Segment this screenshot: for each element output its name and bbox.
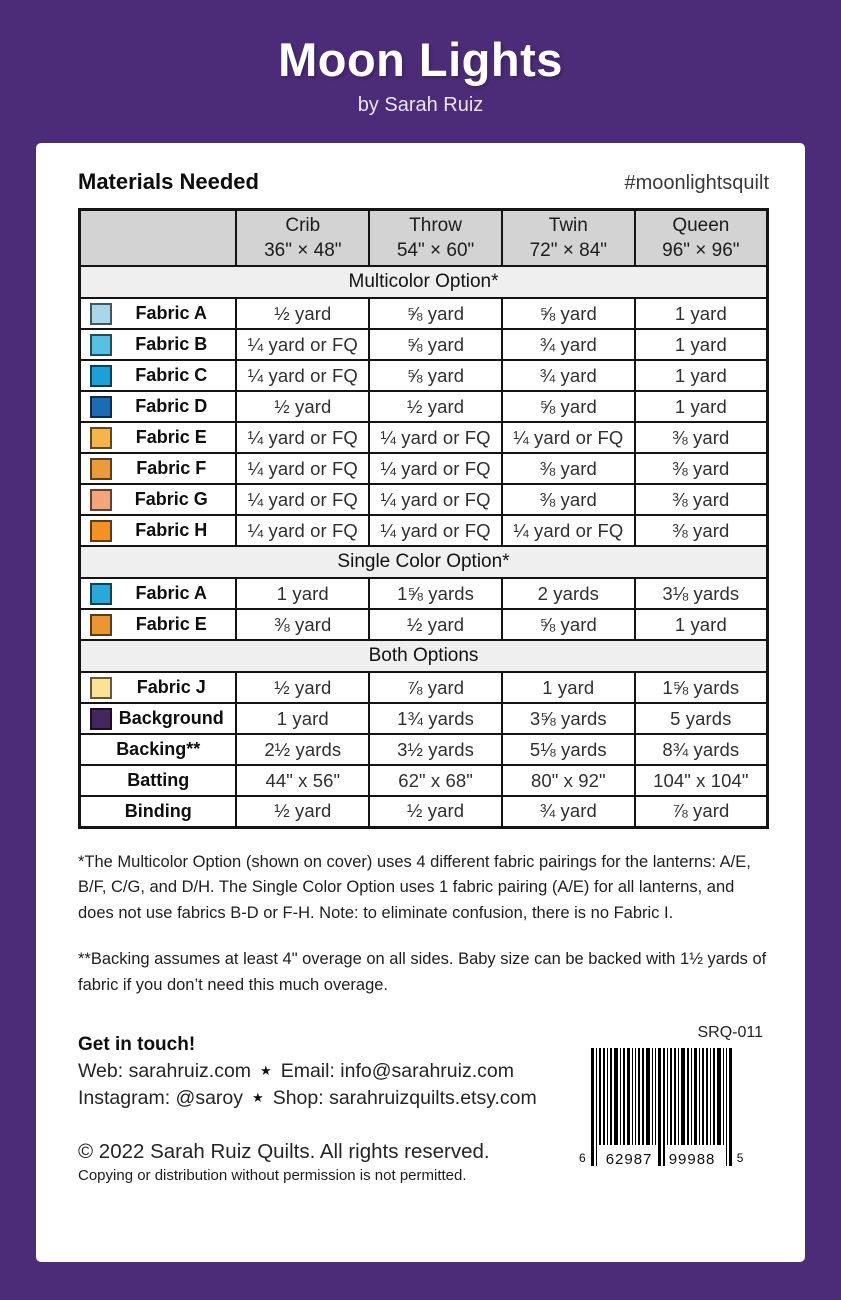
barcode-bar bbox=[702, 1048, 704, 1145]
yardage-cell: 80" x 92" bbox=[502, 765, 635, 796]
yardage-cell: ¼ yard or FQ bbox=[502, 422, 635, 453]
barcode-bar bbox=[652, 1048, 653, 1145]
yardage-cell: 1⅝ yards bbox=[635, 672, 768, 703]
contact-line-2 bbox=[78, 1087, 537, 1110]
section-title: Single Color Option* bbox=[80, 546, 768, 578]
yardage-cell: ⅜ yard bbox=[502, 484, 635, 515]
yardage-cell: ¼ yard or FQ bbox=[236, 360, 369, 391]
fabric-label-cell bbox=[80, 609, 237, 640]
column-header-queen: Queen 96" × 96" bbox=[635, 210, 768, 267]
barcode-bar bbox=[687, 1048, 689, 1145]
fabric-label: Fabric E bbox=[135, 614, 207, 635]
fabric-label-cell bbox=[80, 578, 237, 609]
column-header-crib: Crib 36" × 48" bbox=[236, 210, 369, 267]
column-header-twin: Twin 72" × 84" bbox=[502, 210, 635, 267]
barcode-bar bbox=[599, 1048, 601, 1145]
section-header-row bbox=[80, 266, 768, 298]
permission-text: Copying or distribution without permission is not permitted. bbox=[78, 1167, 467, 1185]
fabric-label-cell bbox=[80, 796, 237, 827]
corner-cell bbox=[80, 210, 237, 267]
barcode-bar bbox=[717, 1048, 721, 1145]
fabric-swatch bbox=[90, 303, 112, 325]
section-title: Multicolor Option* bbox=[80, 266, 768, 298]
column-header-throw: Throw 54" × 60" bbox=[369, 210, 502, 267]
instagram-link[interactable]: Instagram: @saroy bbox=[78, 1087, 244, 1110]
table-row bbox=[80, 484, 768, 515]
section-header-row bbox=[80, 546, 768, 578]
yardage-cell: 5⅛ yards bbox=[502, 734, 635, 765]
footnote-multicolor: *The Multicolor Option (shown on cover) uses 4 different fabric pairings for the lanterns: A/E, B/F, C/G, and D/H. The Single Color Option uses 1 fabric pairing (A/E) for all lanterns, and does not use fabrics B-D or F-H. Note: to eliminate confusion, there is no Fabric I. bbox=[78, 852, 751, 923]
barcode-bar bbox=[607, 1048, 608, 1145]
barcode-bar bbox=[658, 1048, 661, 1166]
fabric-label-cell bbox=[80, 453, 237, 484]
star-icon: ★ bbox=[260, 1063, 272, 1079]
yardage-cell: ⅜ yard bbox=[635, 515, 768, 546]
contact-block bbox=[78, 1024, 537, 1184]
yardage-cell: 1¾ yards bbox=[369, 703, 502, 734]
yardage-cell: 3⅝ yards bbox=[502, 703, 635, 734]
table-row bbox=[80, 734, 768, 765]
yardage-cell: 1 yard bbox=[635, 609, 768, 640]
hashtag-label: #moonlightsquilt bbox=[624, 172, 769, 194]
fabric-swatch bbox=[90, 427, 112, 449]
yardage-cell: ⅜ yard bbox=[635, 422, 768, 453]
barcode-bar bbox=[694, 1048, 697, 1145]
barcode bbox=[579, 1048, 769, 1169]
fabric-label: Fabric B bbox=[135, 334, 208, 355]
table-row bbox=[80, 796, 768, 827]
yardage-cell: ⅝ yard bbox=[369, 298, 502, 329]
barcode-bar bbox=[635, 1048, 636, 1145]
fabric-label-cell bbox=[80, 329, 237, 360]
fabric-swatch bbox=[90, 708, 112, 730]
shop-link[interactable]: Shop: sarahruizquilts.etsy.com bbox=[272, 1087, 537, 1110]
yardage-cell: ⅜ yard bbox=[635, 453, 768, 484]
fabric-label: Fabric D bbox=[135, 396, 208, 417]
barcode-bar bbox=[603, 1048, 605, 1145]
barcode-bar bbox=[729, 1048, 732, 1166]
yardage-cell: ⅜ yard bbox=[502, 453, 635, 484]
yardage-cell: 44" x 56" bbox=[236, 765, 369, 796]
barcode-bar bbox=[726, 1048, 727, 1166]
fabric-swatch bbox=[90, 614, 112, 636]
barcode-bar bbox=[713, 1048, 715, 1145]
fabric-label-cell bbox=[80, 360, 237, 391]
barcode-bar bbox=[620, 1048, 621, 1145]
fabric-label-cell bbox=[80, 484, 237, 515]
byline: by Sarah Ruiz bbox=[357, 94, 484, 116]
fabric-label-cell bbox=[80, 672, 237, 703]
yardage-cell: 1⅝ yards bbox=[369, 578, 502, 609]
yardage-cell: ½ yard bbox=[369, 391, 502, 422]
barcode-bar bbox=[638, 1048, 640, 1145]
yardage-cell: ½ yard bbox=[369, 796, 502, 827]
yardage-cell: ⅝ yard bbox=[369, 329, 502, 360]
barcode-bar bbox=[646, 1048, 650, 1145]
barcode-digit-right: 5 bbox=[736, 1151, 744, 1166]
fabric-label: Backing** bbox=[116, 739, 201, 760]
fabric-label: Fabric J bbox=[136, 677, 206, 698]
yardage-cell: ¾ yard bbox=[502, 796, 635, 827]
barcode-bar bbox=[627, 1048, 630, 1145]
masthead bbox=[0, 0, 841, 117]
yardage-cell: ½ yard bbox=[236, 796, 369, 827]
materials-table bbox=[78, 208, 769, 829]
fabric-label: Batting bbox=[127, 770, 190, 791]
fabric-swatch bbox=[90, 520, 112, 542]
yardage-cell: 2 yards bbox=[502, 578, 635, 609]
fabric-label-cell bbox=[80, 703, 237, 734]
fabric-label: Fabric H bbox=[135, 520, 208, 541]
barcode-bar bbox=[710, 1048, 711, 1145]
yardage-cell: 1 yard bbox=[236, 703, 369, 734]
fabric-label: Binding bbox=[124, 800, 192, 821]
sku-label: SRQ-011 bbox=[697, 1024, 763, 1042]
yardage-cell: ¼ yard or FQ bbox=[236, 422, 369, 453]
fabric-label: Fabric G bbox=[134, 489, 208, 510]
fabric-swatch bbox=[90, 334, 112, 356]
yardage-cell: ¾ yard bbox=[502, 329, 635, 360]
yardage-cell: ⅝ yard bbox=[369, 360, 502, 391]
barcode-bar bbox=[681, 1048, 685, 1145]
yardage-cell: ¼ yard or FQ bbox=[502, 515, 635, 546]
yardage-cell: 62" x 68" bbox=[369, 765, 502, 796]
barcode-block bbox=[579, 1024, 769, 1169]
fabric-label: Fabric F bbox=[136, 458, 207, 479]
barcode-bar bbox=[678, 1048, 679, 1145]
materials-card bbox=[36, 143, 805, 1262]
yardage-cell: ⅝ yard bbox=[502, 298, 635, 329]
yardage-cell: ¼ yard or FQ bbox=[369, 422, 502, 453]
yardage-cell: ½ yard bbox=[236, 672, 369, 703]
table-header-row bbox=[80, 210, 768, 267]
yardage-cell: 1 yard bbox=[635, 391, 768, 422]
yardage-cell: 3½ yards bbox=[369, 734, 502, 765]
table-row bbox=[80, 609, 768, 640]
barcode-bar bbox=[674, 1048, 676, 1145]
yardage-cell: ¼ yard or FQ bbox=[369, 453, 502, 484]
table-row bbox=[80, 672, 768, 703]
fabric-swatch bbox=[90, 489, 112, 511]
barcode-bar bbox=[663, 1048, 665, 1166]
fabric-label-cell bbox=[80, 765, 237, 796]
yardage-cell: 1 yard bbox=[635, 298, 768, 329]
fabric-label: Fabric E bbox=[135, 427, 207, 448]
copyright-text: © 2022 Sarah Ruiz Quilts. All rights reserved. bbox=[78, 1140, 490, 1164]
footnote-backing: **Backing assumes at least 4" overage on all sides. Baby size can be backed with 1½ yards of fabric if you don’t need this much overage. bbox=[78, 949, 767, 994]
barcode-bar bbox=[642, 1048, 644, 1145]
yardage-cell: 104" x 104" bbox=[635, 765, 768, 796]
table-row bbox=[80, 515, 768, 546]
fabric-label: Fabric A bbox=[135, 303, 207, 324]
barcode-bar bbox=[623, 1048, 625, 1145]
fabric-swatch bbox=[90, 396, 112, 418]
yardage-cell: ¾ yard bbox=[502, 360, 635, 391]
materials-heading: Materials Needed bbox=[78, 169, 259, 194]
yardage-cell: 1 yard bbox=[635, 360, 768, 391]
fabric-swatch bbox=[90, 583, 112, 605]
table-row bbox=[80, 765, 768, 796]
barcode-digits-group1: 62987 bbox=[605, 1151, 653, 1169]
yardage-cell: 8¾ yards bbox=[635, 734, 768, 765]
yardage-cell: 1 yard bbox=[502, 672, 635, 703]
barcode-bar bbox=[699, 1048, 700, 1145]
yardage-cell: ⅜ yard bbox=[635, 484, 768, 515]
fabric-label-cell bbox=[80, 391, 237, 422]
fabric-label-cell bbox=[80, 298, 237, 329]
table-row bbox=[80, 578, 768, 609]
yardage-cell: ⅝ yard bbox=[502, 391, 635, 422]
table-row bbox=[80, 391, 768, 422]
fabric-label: Background bbox=[118, 708, 224, 729]
barcode-digit-left: 6 bbox=[579, 1151, 586, 1166]
yardage-cell: ⅝ yard bbox=[502, 609, 635, 640]
barcode-bar bbox=[591, 1048, 594, 1166]
barcode-bar bbox=[670, 1048, 672, 1145]
yardage-cell: ⅞ yard bbox=[369, 672, 502, 703]
card-header bbox=[78, 169, 769, 195]
fabric-swatch bbox=[90, 365, 112, 387]
barcode-bar bbox=[632, 1048, 633, 1145]
yardage-cell: 5 yards bbox=[635, 703, 768, 734]
table-row bbox=[80, 360, 768, 391]
star-icon: ★ bbox=[252, 1090, 264, 1106]
contact-line-1 bbox=[78, 1060, 537, 1083]
yardage-cell: 1 yard bbox=[236, 578, 369, 609]
fabric-swatch bbox=[90, 458, 112, 480]
yardage-cell: ⅜ yard bbox=[236, 609, 369, 640]
barcode-digits-group2: 99988 bbox=[668, 1151, 716, 1169]
barcode-bar bbox=[691, 1048, 692, 1145]
table-row bbox=[80, 703, 768, 734]
web-link[interactable]: Web: sarahruiz.com bbox=[78, 1060, 252, 1083]
yardage-cell: ¼ yard or FQ bbox=[236, 329, 369, 360]
page-title: Moon Lights bbox=[278, 33, 563, 86]
yardage-cell: ½ yard bbox=[236, 391, 369, 422]
table-row bbox=[80, 329, 768, 360]
yardage-cell: ¼ yard or FQ bbox=[236, 515, 369, 546]
yardage-cell: ½ yard bbox=[369, 609, 502, 640]
fabric-label-cell bbox=[80, 734, 237, 765]
yardage-cell: ⅞ yard bbox=[635, 796, 768, 827]
fabric-label: Fabric C bbox=[135, 365, 208, 386]
yardage-cell: ½ yard bbox=[236, 298, 369, 329]
barcode-bar bbox=[655, 1048, 656, 1145]
yardage-cell: ¼ yard or FQ bbox=[369, 515, 502, 546]
barcode-bar bbox=[610, 1048, 612, 1145]
section-title: Both Options bbox=[80, 640, 768, 672]
email-link[interactable]: Email: info@sarahruiz.com bbox=[280, 1060, 514, 1083]
barcode-bar bbox=[723, 1048, 724, 1145]
yardage-cell: 3⅛ yards bbox=[635, 578, 768, 609]
fabric-label: Fabric A bbox=[135, 583, 207, 604]
barcode-bar bbox=[596, 1048, 597, 1166]
yardage-cell: ¼ yard or FQ bbox=[236, 453, 369, 484]
yardage-cell: 1 yard bbox=[635, 329, 768, 360]
contact-heading: Get in touch! bbox=[78, 1034, 196, 1056]
fabric-label-cell bbox=[80, 422, 237, 453]
section-header-row bbox=[80, 640, 768, 672]
table-row bbox=[80, 298, 768, 329]
fabric-label-cell bbox=[80, 515, 237, 546]
bottom-section bbox=[78, 1024, 769, 1184]
barcode-bar bbox=[614, 1048, 618, 1145]
barcode-bar bbox=[667, 1048, 668, 1145]
yardage-cell: ¼ yard or FQ bbox=[236, 484, 369, 515]
yardage-cell: 2½ yards bbox=[236, 734, 369, 765]
barcode-bars bbox=[591, 1048, 732, 1169]
table-row bbox=[80, 453, 768, 484]
table-row bbox=[80, 422, 768, 453]
fabric-swatch bbox=[90, 677, 112, 699]
barcode-bar bbox=[706, 1048, 708, 1145]
yardage-cell: ¼ yard or FQ bbox=[369, 484, 502, 515]
